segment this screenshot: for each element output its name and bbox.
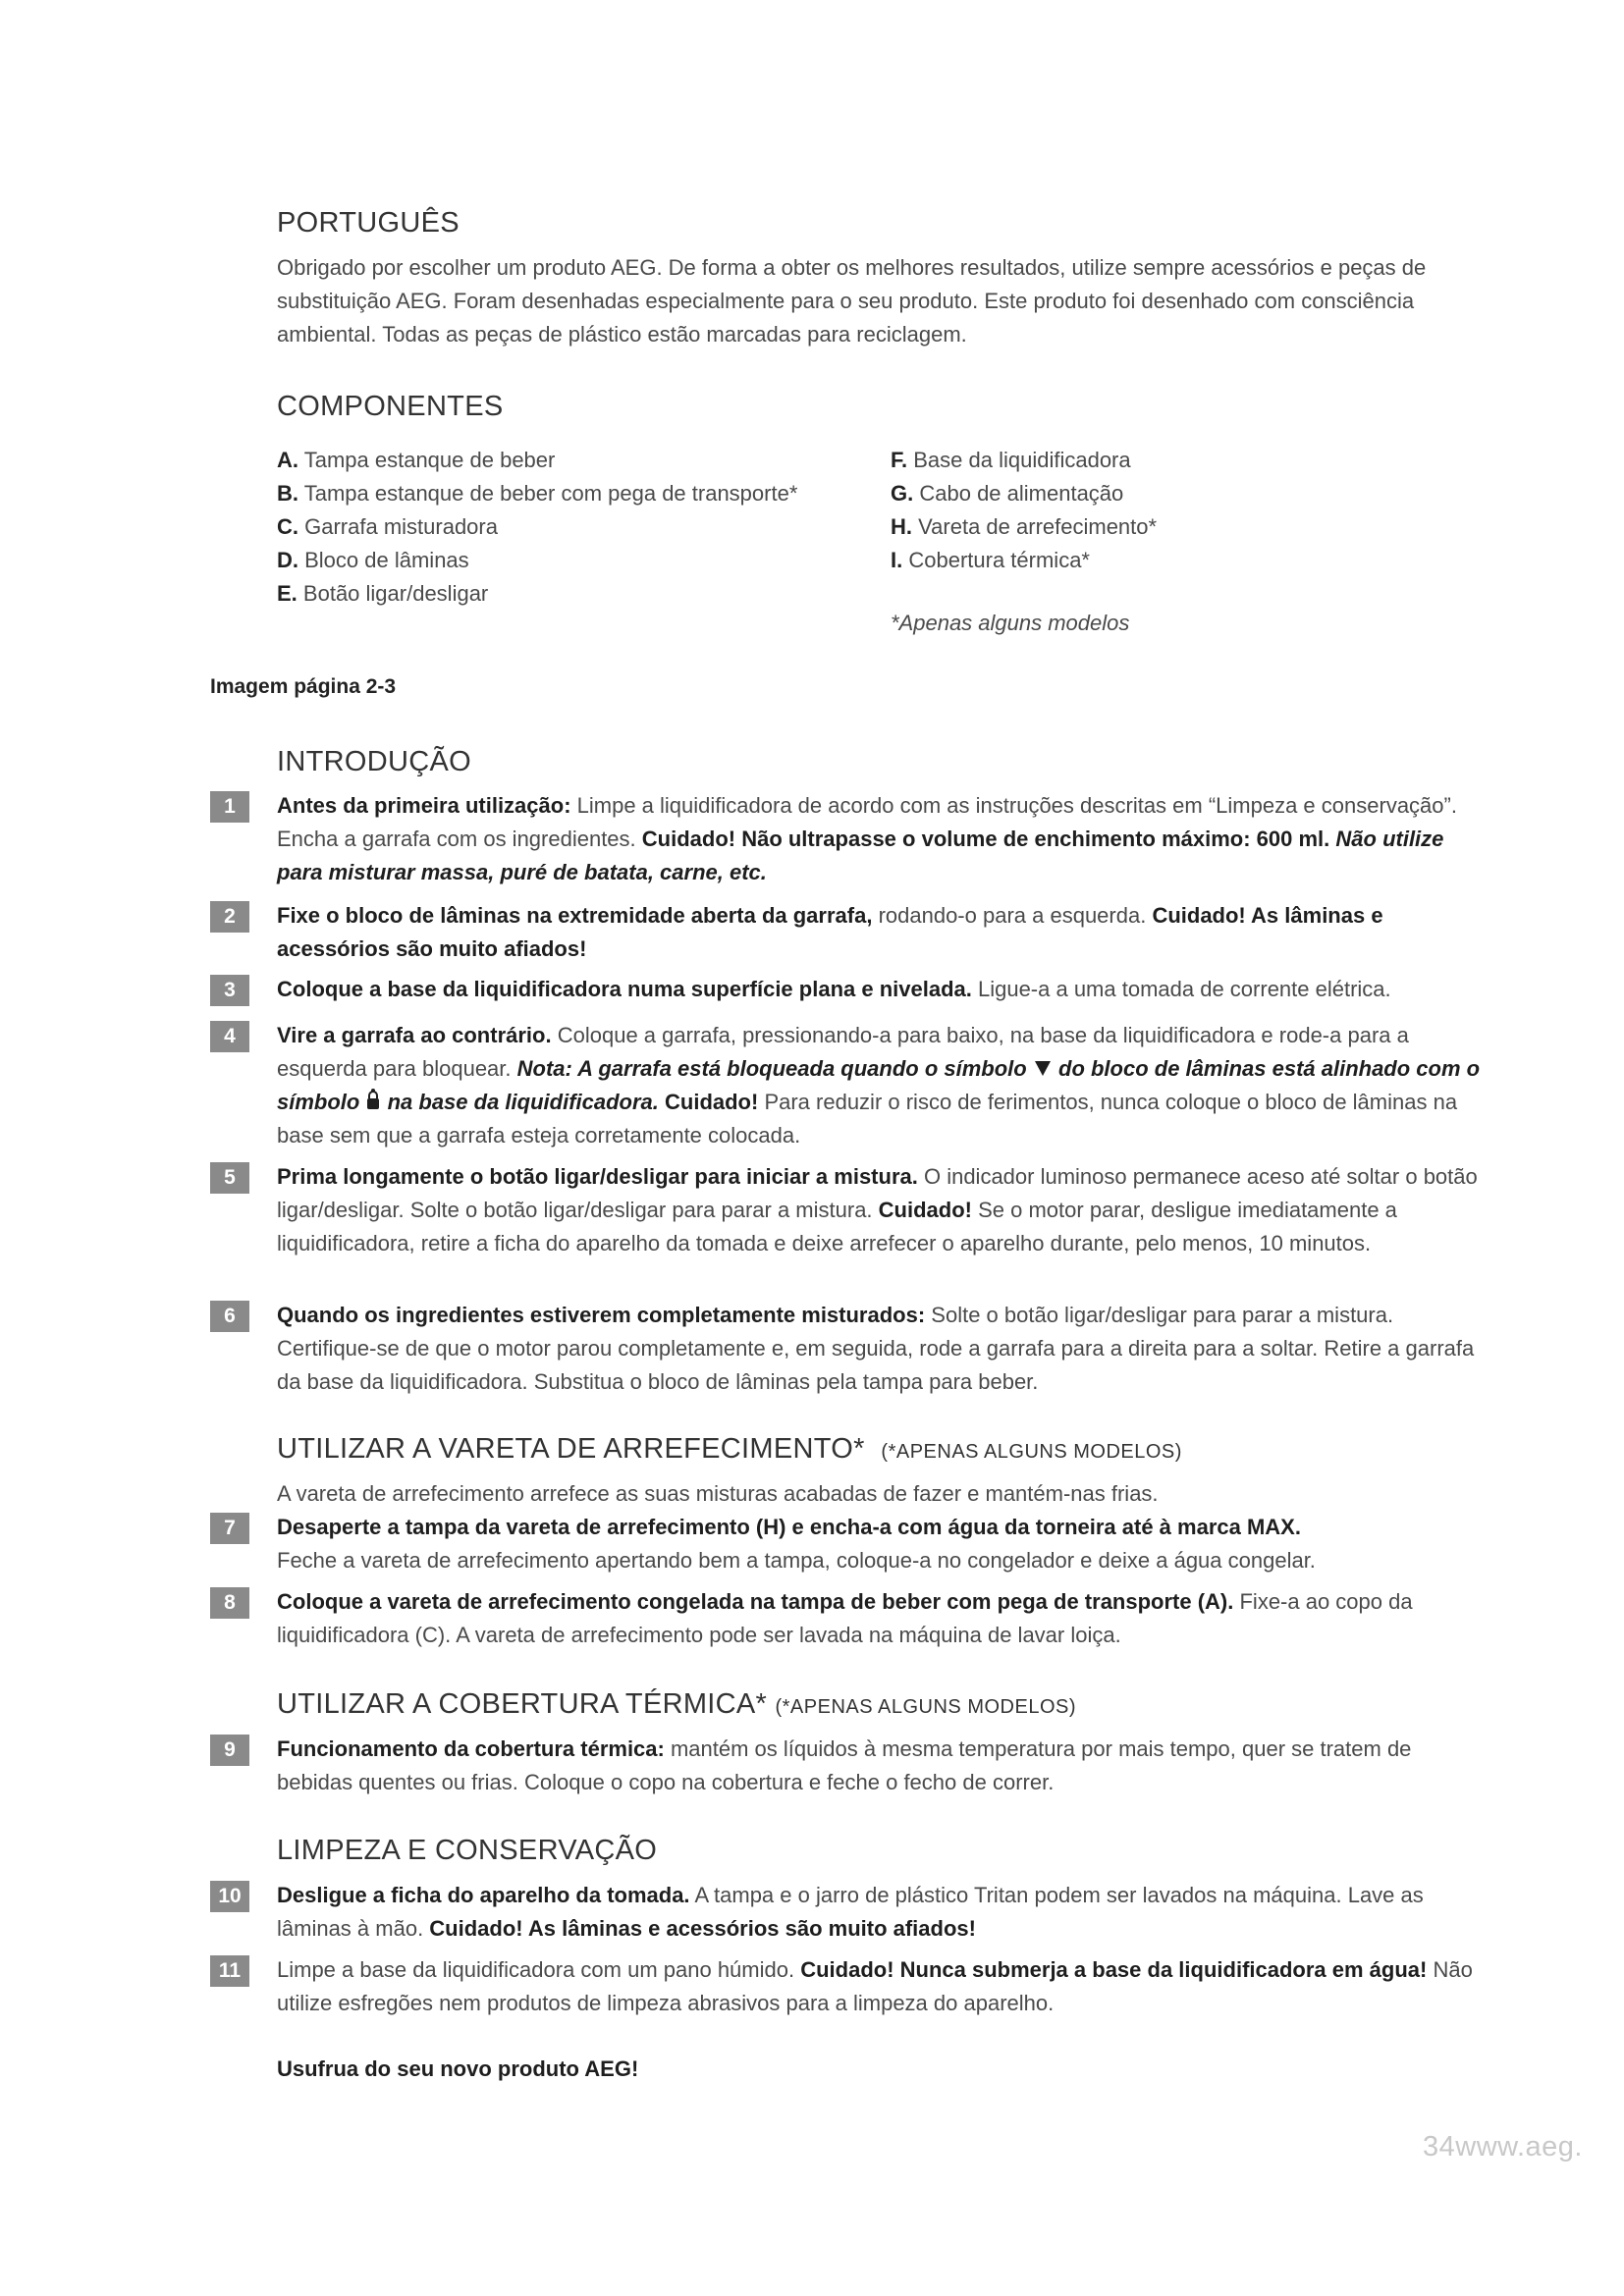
step-5: [210, 1160, 1487, 1260]
step-text: Limpe a base da liquidificadora com um pano húmido. Cuidado! Nunca submerja a base da liquidificadora em água! Não utilize esfregões nem produtos de limpeza abrasivos para a limpeza do aparelho.: [277, 1957, 1473, 2015]
intro-paragraph: Obrigado por escolher um produto AEG. De forma a obter os melhores resultados, utilize sempre acessórios e peças de substituição AEG. Foram desenhadas especialmente para o seu produto. Este produto foi desenhado com consciência ambiental. Todas as peças de plástico estão marcadas para reciclagem.: [277, 255, 1427, 347]
components-list-right: [891, 444, 1157, 577]
step-text: Coloque a vareta de arrefecimento congelada na tampa de beber com pega de transporte (A). Fixe-a ao copo da liquidificadora (C). A vareta de arrefecimento pode ser lavada na máquina de lavar loiça.: [277, 1589, 1413, 1647]
step-text: Quando os ingredientes estiverem completamente misturados: Solte o botão ligar/desligar para parar a mistura. Certifique-se de que o motor parou completamente e, em seguida, rode a garrafa para a direita para a soltar. Retire a garrafa da base da liquidificadora. Substitua o bloco de lâminas pela tampa para beber.: [277, 1303, 1475, 1394]
component-item: H. Vareta de arrefecimento*: [891, 514, 1158, 539]
step-number-badge: 9: [210, 1735, 249, 1766]
step-6: [210, 1299, 1487, 1399]
section-title-cleaning: LIMPEZA E CONSERVAÇÃO: [277, 1835, 658, 1866]
component-item: C. Garrafa misturadora: [277, 514, 498, 539]
page-number: 34www.aeg.: [1423, 2131, 1583, 2163]
lock-icon: [365, 1088, 381, 1111]
component-item: E. Botão ligar/desligar: [277, 581, 489, 606]
section-title-cooling-stick: UTILIZAR A VARETA DE ARREFECIMENTO* (*APENAS ALGUNS MODELOS): [277, 1433, 1182, 1465]
component-item: I. Cobertura térmica*: [891, 548, 1090, 572]
step-9: [210, 1733, 1487, 1799]
step-number-badge: 8: [210, 1587, 249, 1619]
step-number-badge: 1: [210, 791, 249, 823]
models-note: *Apenas alguns modelos: [891, 611, 1130, 635]
component-item: F. Base da liquidificadora: [891, 448, 1131, 472]
step-3: [210, 973, 1487, 1006]
step-1: [210, 789, 1487, 889]
step-text: Funcionamento da cobertura térmica: mantém os líquidos à mesma temperatura por mais tempo, quer se tratem de bebidas quentes ou frias. Coloque o copo na cobertura e feche o fecho de correr.: [277, 1736, 1412, 1794]
step-number-badge: 4: [210, 1021, 249, 1052]
language-title: PORTUGUÊS: [277, 207, 460, 239]
step-text: Prima longamente o botão ligar/desligar para iniciar a mistura. O indicador luminoso permanece aceso até soltar o botão ligar/desligar. Solte o botão ligar/desligar para parar a mistura. Cuidado! Se o motor parar, desligue imediatamente a liquidificadora, retire a ficha do aparelho da tomada e deixe arrefecer o aparelho durante, pelo menos, 10 minutos.: [277, 1164, 1478, 1255]
step-number-badge: 2: [210, 901, 249, 933]
image-reference: Imagem página 2-3: [210, 675, 397, 698]
step-10: [210, 1879, 1487, 1946]
components-list-left: [277, 444, 797, 611]
step-11: [210, 1953, 1487, 2020]
step-number-badge: 6: [210, 1301, 249, 1332]
step-number-badge: 7: [210, 1513, 249, 1544]
step-text: Desligue a ficha do aparelho da tomada. A tampa e o jarro de plástico Tritan podem ser lavados na máquina. Lave as lâminas à mão. Cuidado! As lâminas e acessórios são muito afiados!: [277, 1883, 1424, 1941]
components-title: COMPONENTES: [277, 391, 504, 422]
step-number-badge: 3: [210, 975, 249, 1006]
component-item: A. Tampa estanque de beber: [277, 448, 556, 472]
step-number-badge: 5: [210, 1162, 249, 1194]
triangle-down-icon: [1033, 1058, 1053, 1078]
closing-message: Usufrua do seu novo produto AEG!: [277, 2056, 639, 2081]
step-text: Desaperte a tampa da vareta de arrefecimento (H) e encha-a com água da torneira até à marca MAX. Feche a vareta de arrefecimento apertando bem a tampa, coloque-a no congelador e deixe a água congelar.: [277, 1515, 1316, 1573]
step-number-badge: 11: [210, 1955, 249, 1987]
step-8: [210, 1585, 1487, 1652]
cooling-stick-intro: A vareta de arrefecimento arrefece as suas misturas acabadas de fazer e mantém-nas frias.: [277, 1481, 1159, 1506]
component-item: G. Cabo de alimentação: [891, 481, 1124, 506]
step-2: [210, 899, 1487, 966]
section-title-thermal-cover: UTILIZAR A COBERTURA TÉRMICA* (*APENAS ALGUNS MODELOS): [277, 1688, 1077, 1720]
component-item: D. Bloco de lâminas: [277, 548, 469, 572]
step-text: Antes da primeira utilização: Limpe a liquidificadora de acordo com as instruções descritas em “Limpeza e conservação”. Encha a garrafa com os ingredientes. Cuidado! Não ultrapasse o volume de enchimento máximo: 600 ml. Não utilize para misturar massa, puré de batata, carne, etc.: [277, 793, 1457, 884]
step-text: Vire a garrafa ao contrário. Coloque a garrafa, pressionando-a para baixo, na base da liquidificadora e rode-a para a esquerda para bloquear. Nota: A garrafa está bloqueada quando o símbolo do bloco de lâminas está alinhado com o símbolo na base da liquidificadora. Cuidado! Para reduzir o risco de ferimentos, nunca coloque o bloco de lâminas na base sem que a garrafa esteja corretamente colocada.: [277, 1023, 1481, 1148]
step-4: [210, 1019, 1487, 1152]
component-item: B. Tampa estanque de beber com pega de transporte*: [277, 481, 798, 506]
step-7: [210, 1511, 1487, 1577]
step-text: Coloque a base da liquidificadora numa superfície plana e nivelada. Ligue-a a uma tomada de corrente elétrica.: [277, 977, 1391, 1001]
step-text: Fixe o bloco de lâminas na extremidade aberta da garrafa, rodando-o para a esquerda. Cuidado! As lâminas e acessórios são muito afiados!: [277, 903, 1383, 961]
step-number-badge: 10: [210, 1881, 249, 1912]
section-title-introduction: INTRODUÇÃO: [277, 746, 471, 777]
